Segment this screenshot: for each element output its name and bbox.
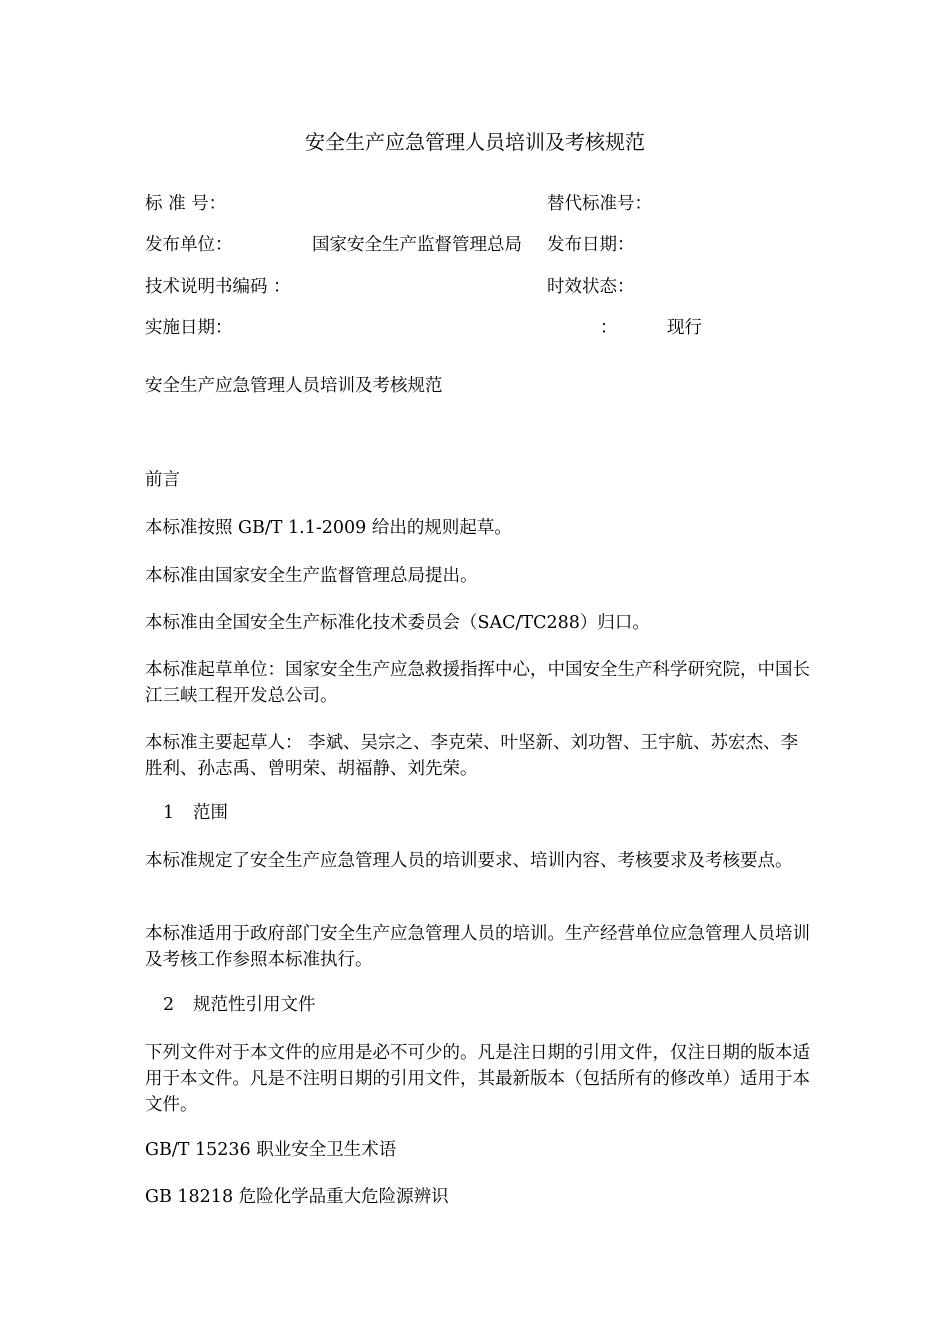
meta-row-tech-code (145, 274, 845, 300)
meta-row-impl-date (145, 315, 845, 341)
tech-code-label: 技术说明书编码 ： (145, 277, 291, 297)
section-heading-scope (163, 800, 228, 826)
preface-heading: 前言 (145, 470, 180, 490)
standard-no-label: 标 准 号： (145, 194, 227, 214)
scope-paragraph: 本标准适用于政府部门安全生产应急管理人员的培训。生产经营单位应急管理人员培训及考核工作参照本标准执行。 (145, 924, 810, 970)
preface-paragraph: 本标准由全国安全生产标准化技术委员会（SAC/TC288）归口。 (145, 613, 650, 633)
section-title: 规范性引用文件 (193, 995, 316, 1015)
preface-paragraph: 本标准起草单位：国家安全生产应急救援指挥中心，中国安全生产科学研究院，中国长江三峡工程开发总公司。 (145, 660, 810, 706)
meta-row-standard (145, 191, 845, 217)
preface-paragraph: 本标准由国家安全生产监督管理总局提出。 (145, 566, 478, 586)
status-label: 时效状态： (547, 277, 635, 297)
section-number: 1 (163, 803, 175, 823)
reference-item: GB/T 15236 职业安全卫生术语 (145, 1140, 397, 1160)
impl-colon: ： (600, 318, 618, 338)
reference-item: GB 18218 危险化学品重大危险源辨识 (145, 1187, 449, 1207)
references-paragraph: 下列文件对于本文件的应用是必不可少的。凡是注日期的引用文件，仅注日期的版本适用于本文件。凡是不注明日期的引用文件，其最新版本（包括所有的修改单）适用于本文件。 (145, 1043, 810, 1115)
preface-paragraph: 本标准主要起草人： 李斌、吴宗之、李克荣、叶坚新、刘功智、王宇航、苏宏杰、李胜利、孙志禹、曾明荣、胡福静、刘先荣。 (145, 733, 799, 779)
publish-date-label: 发布日期： (547, 235, 635, 255)
preface-paragraph: 本标准按照 GB/T 1.1-2009 给出的规则起草。 (145, 518, 512, 538)
publisher-value: 国家安全生产监督管理总局 (312, 235, 522, 255)
section-number: 2 (163, 995, 175, 1015)
publisher-label: 发布单位： (145, 235, 233, 255)
scope-paragraph: 本标准规定了安全生产应急管理人员的培训要求、培训内容、考核要求及考核要点。 (145, 851, 793, 871)
meta-row-publisher (145, 232, 845, 258)
status-value: 现行 (667, 318, 702, 338)
impl-date-label: 实施日期： (145, 318, 233, 338)
replace-no-label: 替代标准号： (547, 194, 652, 214)
document-title: 安全生产应急管理人员培训及考核规范 (305, 130, 645, 154)
document-subtitle: 安全生产应急管理人员培训及考核规范 (145, 376, 443, 396)
section-title: 范围 (193, 803, 228, 823)
section-heading-normative-references (163, 992, 316, 1018)
